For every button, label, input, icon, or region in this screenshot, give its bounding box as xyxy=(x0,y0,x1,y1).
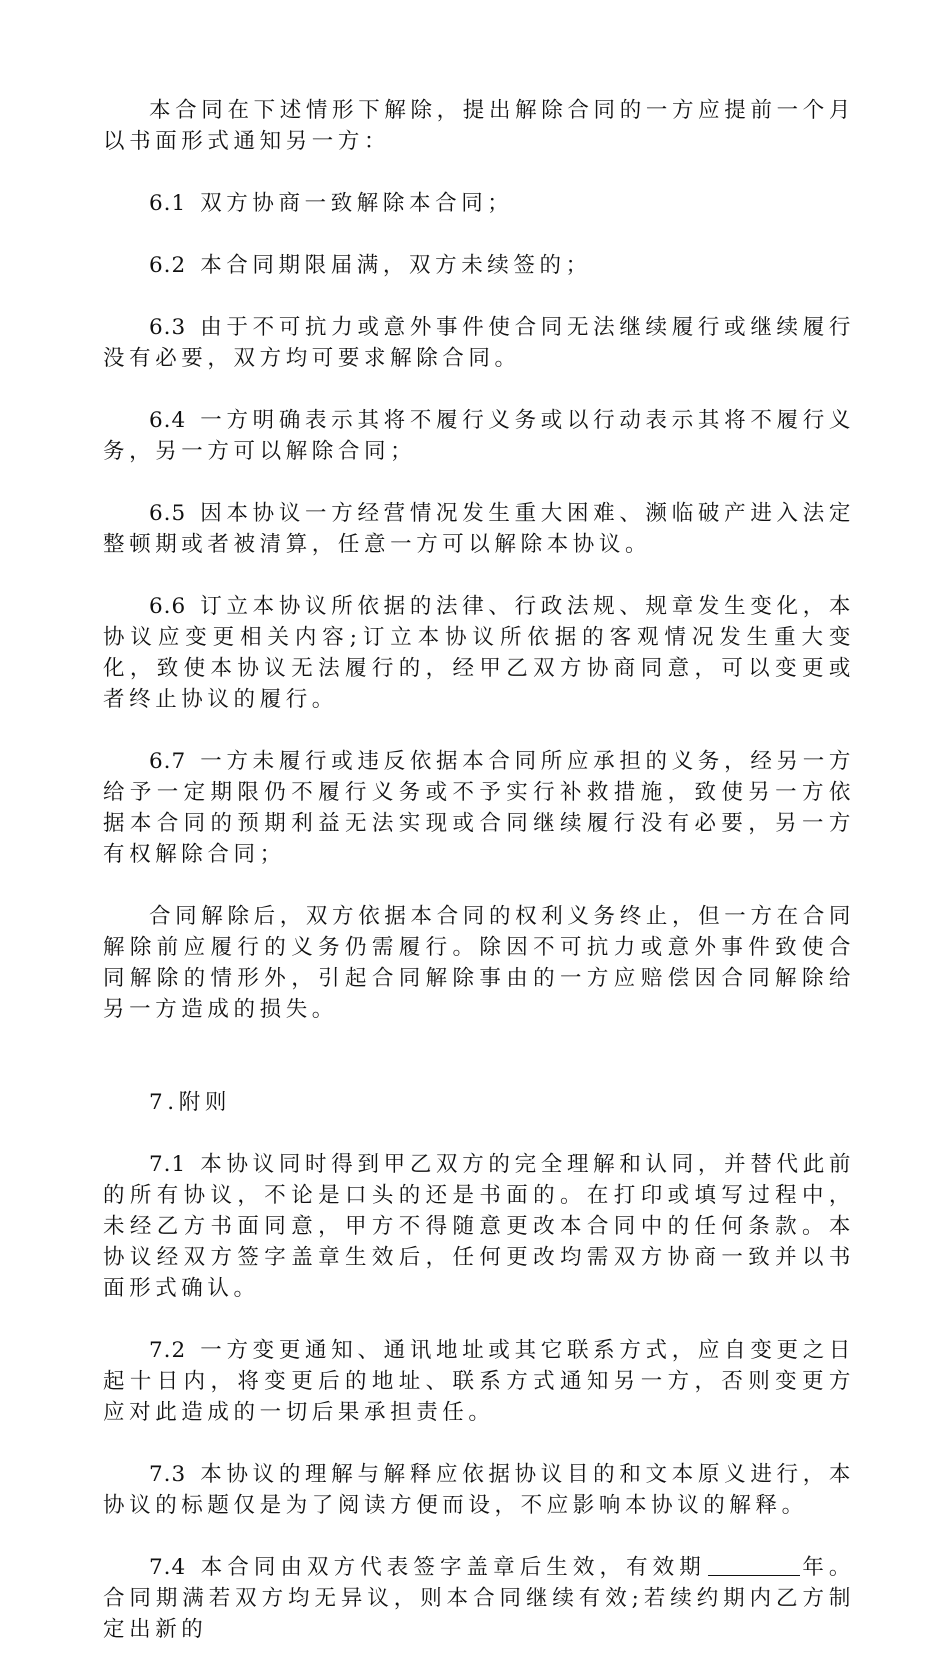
clause-number: 7.2 xyxy=(149,1338,187,1363)
clause-text: 一方变更通知、通讯地址或其它联系方式，应自变更之日起十日内，将变更后的地址、联系方式通知另一方，否则变更方应对此造成的一切后果承担责任。 xyxy=(103,1338,855,1425)
clause-7-3 xyxy=(103,1459,855,1521)
clause-number: 6.6 xyxy=(149,594,187,619)
clause-number: 7.4 xyxy=(149,1555,187,1580)
clause-text: 本协议同时得到甲乙双方的完全理解和认同，并替代此前的所有协议，不论是口头的还是书面的。在打印或填写过程中，未经乙方书面同意，甲方不得随意更改本合同中的任何条款。本协议经双方签字盖章生效后，任何更改均需双方协商一致并以书面形式确认。 xyxy=(103,1152,855,1301)
clause-text: 本协议的理解与解释应依据协议目的和文本原义进行，本协议的标题仅是为了阅读方便而设，不应影响本协议的解释。 xyxy=(103,1462,855,1518)
clause-6-4 xyxy=(103,405,855,467)
document-page xyxy=(103,95,855,1676)
clause-7-2 xyxy=(103,1335,855,1428)
clause-6-5 xyxy=(103,498,855,560)
clause-6-7 xyxy=(103,746,855,870)
clause-number: 6.3 xyxy=(149,315,187,340)
intro-paragraph: 本合同在下述情形下解除，提出解除合同的一方应提前一个月以书面形式通知另一方： xyxy=(103,98,855,154)
clause-number: 6.7 xyxy=(149,749,187,774)
section-7-heading: 7.附则 xyxy=(149,1090,231,1115)
clause-number: 6.4 xyxy=(149,408,187,433)
clause-number: 7.3 xyxy=(149,1462,187,1487)
clause-6-3 xyxy=(103,312,855,374)
after-termination-paragraph: 合同解除后，双方依据本合同的权利义务终止，但一方在合同解除前应履行的义务仍需履行。除因不可抗力或意外事件致使合同解除的情形外，引起合同解除事由的一方应赔偿因合同解除给另一方造成的损失。 xyxy=(103,904,855,1022)
clause-number: 6.5 xyxy=(149,501,187,526)
clause-text: 一方未履行或违反依据本合同所应承担的义务，经另一方给予一定期限仍不履行义务或不予实行补救措施，致使另一方依据本合同的预期利益无法实现或合同继续履行没有必要，另一方有权解除合同； xyxy=(103,749,855,867)
clause-number: 6.1 xyxy=(149,191,187,216)
clause-6-6 xyxy=(103,591,855,715)
clause-text: 因本协议一方经营情况发生重大困难、濒临破产进入法定整顿期或者被清算，任意一方可以解除本协议。 xyxy=(103,501,855,557)
clause-text-before-blank: 本合同由双方代表签字盖章后生效，有效期 xyxy=(200,1555,706,1580)
clause-text: 双方协商一致解除本合同； xyxy=(200,191,514,216)
clause-number: 7.1 xyxy=(149,1152,187,1177)
clause-text: 订立本协议所依据的法律、行政法规、规章发生变化，本协议应变更相关内容;订立本协议所依据的客观情况发生重大变化，致使本协议无法履行的，经甲乙双方协商同意，可以变更或者终止协议的履行。 xyxy=(103,594,855,712)
clause-text: 本合同期限届满，双方未续签的； xyxy=(200,253,592,278)
clause-text: 一方明确表示其将不履行义务或以行动表示其将不履行义务，另一方可以解除合同； xyxy=(103,408,855,464)
clause-7-1 xyxy=(103,1149,855,1304)
clause-text-after-blank: 年。合同期满若双方均无异议，则本合同继续有效;若续约期内乙方制定出新的 xyxy=(103,1555,855,1642)
clause-6-2 xyxy=(103,250,855,281)
fill-in-blank xyxy=(708,1555,800,1576)
clause-number: 6.2 xyxy=(149,253,187,278)
clause-6-1 xyxy=(103,188,855,219)
clause-text: 由于不可抗力或意外事件使合同无法继续履行或继续履行没有必要，双方均可要求解除合同。 xyxy=(103,315,855,371)
clause-7-4 xyxy=(103,1552,855,1645)
